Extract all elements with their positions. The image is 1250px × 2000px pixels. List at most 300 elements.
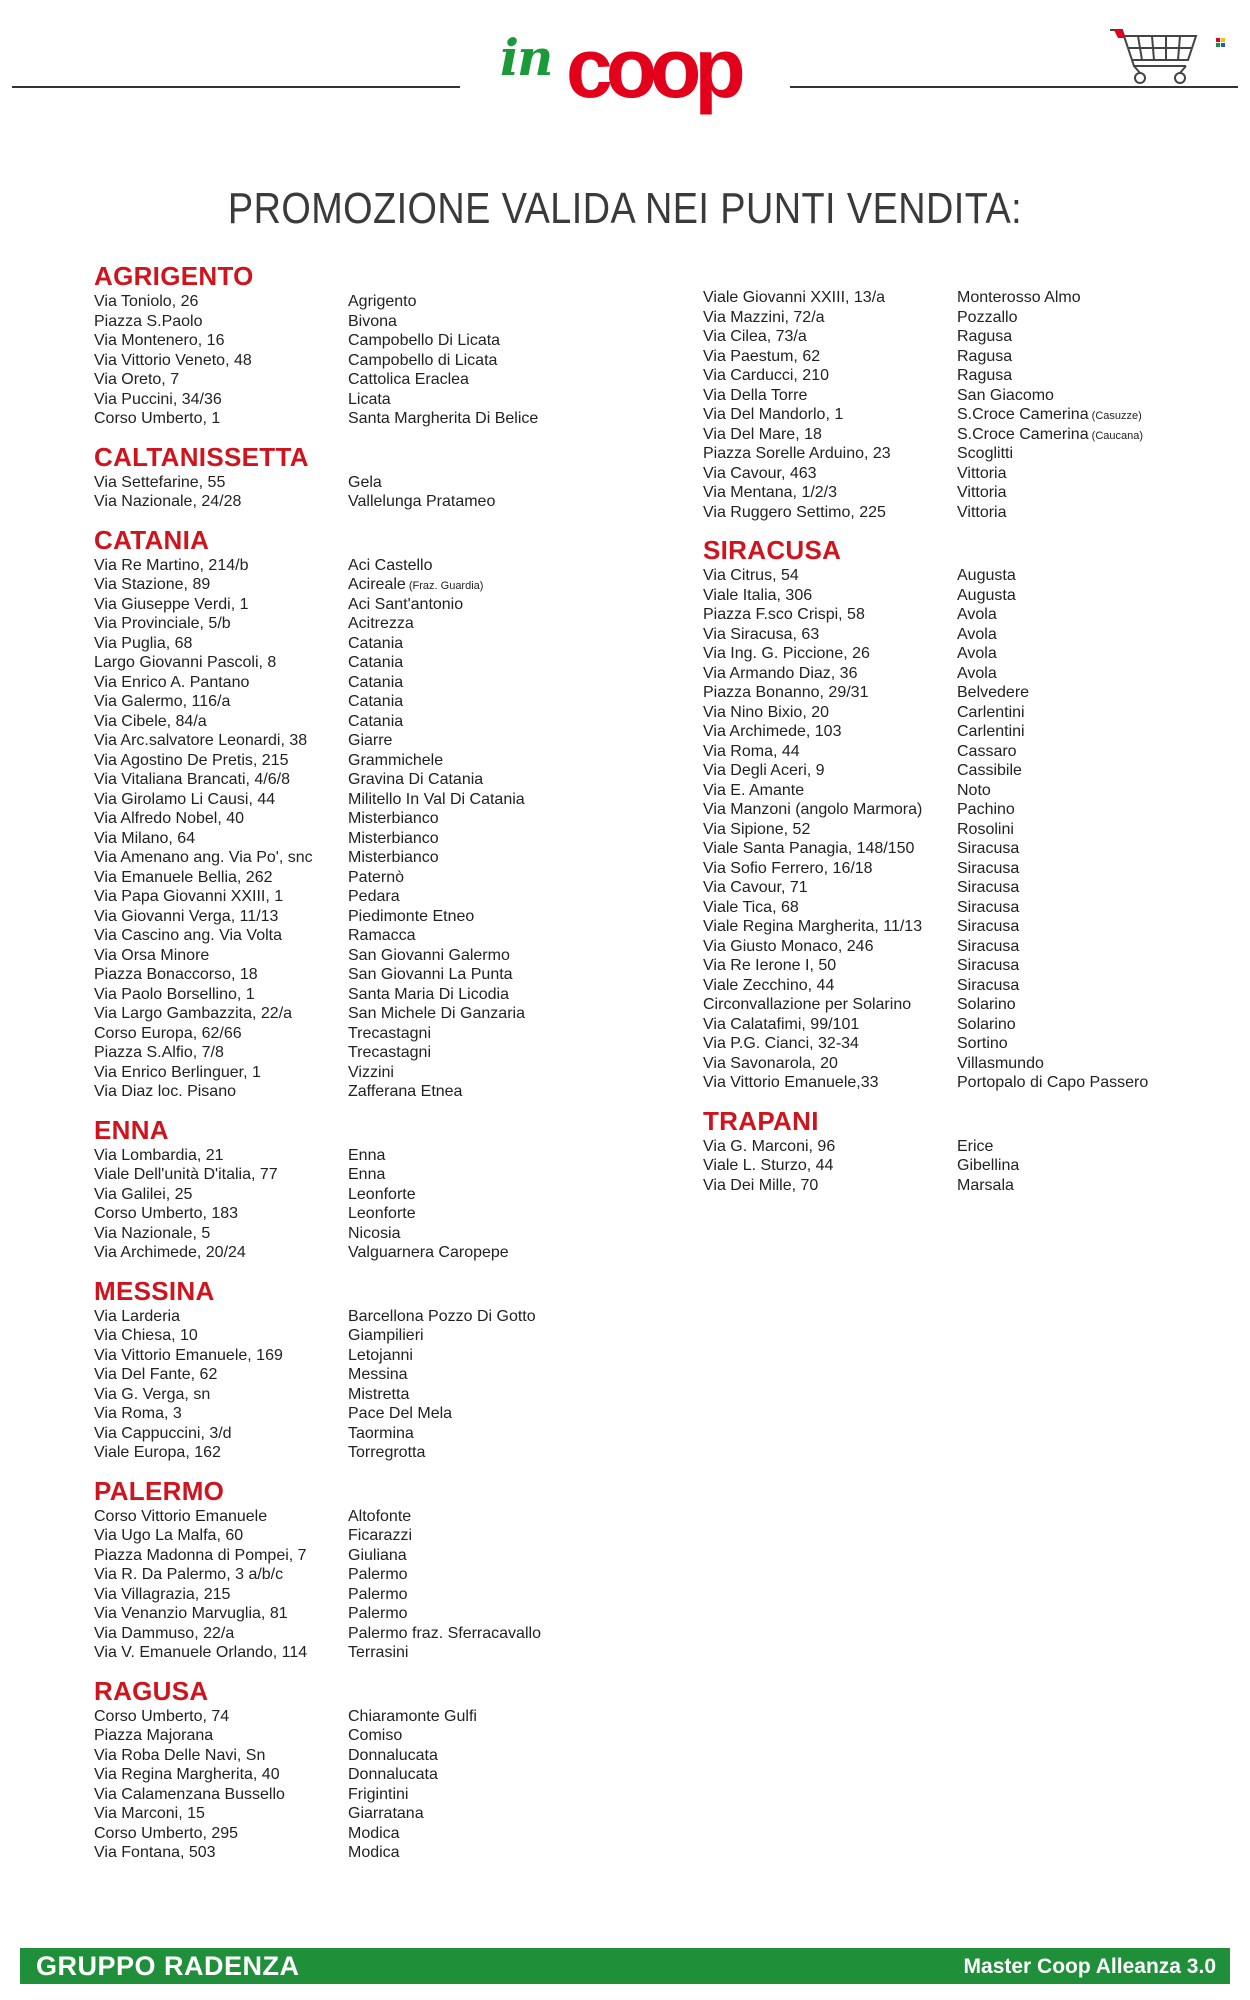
store-city-name: S.Croce Camerina — [957, 406, 1089, 423]
store-row — [94, 1204, 634, 1224]
store-row — [703, 1073, 1243, 1093]
footer-bar — [20, 1948, 1230, 1984]
store-row — [94, 829, 634, 849]
store-city — [957, 1034, 1008, 1054]
store-address: Piazza S.Alfio, 7/8 — [94, 1044, 224, 1061]
store-row — [94, 712, 634, 732]
store-city — [348, 1224, 400, 1244]
store-city-name: Siracusa — [957, 859, 1020, 877]
store-address: Via Dei Mille, 70 — [703, 1176, 819, 1194]
store-city — [348, 1443, 425, 1463]
store-city-name: S.Croce Camerina — [957, 425, 1089, 443]
store-city — [348, 1785, 408, 1805]
store-row — [94, 1185, 634, 1205]
store-address: Viale Giovanni XXIII, 13/a — [703, 289, 886, 306]
store-city-name: Vittoria — [957, 484, 1007, 501]
store-address: Viale Tica, 68 — [703, 898, 799, 916]
store-row — [94, 1146, 634, 1166]
store-city — [348, 770, 483, 790]
store-address: Via Settefarine, 55 — [94, 473, 226, 491]
store-address: Piazza Majorana — [94, 1727, 214, 1744]
store-row — [703, 586, 1243, 606]
store-address: Corso Umberto, 74 — [94, 1707, 230, 1725]
store-row — [703, 722, 1243, 742]
store-address: Viale Zecchino, 44 — [703, 976, 835, 994]
province-block — [94, 1675, 634, 1863]
store-city — [348, 1185, 416, 1205]
incoop-logo — [500, 21, 760, 115]
store-address: Via Roma, 3 — [94, 1405, 182, 1422]
store-address: Via Degli Aceri, 9 — [703, 762, 825, 779]
store-address: Via Enrico A. Pantano — [94, 673, 250, 691]
store-city — [348, 731, 392, 751]
store-row — [703, 976, 1243, 996]
store-city — [348, 1082, 462, 1102]
store-city — [348, 1243, 509, 1263]
store-city-name: Taormina — [348, 1424, 414, 1442]
store-row — [94, 331, 634, 351]
store-city — [348, 809, 439, 829]
store-city — [348, 1004, 525, 1024]
store-row — [94, 1082, 634, 1102]
store-city-name: Messina — [348, 1366, 408, 1383]
store-city-name: Gravina Di Catania — [348, 771, 484, 788]
store-city — [957, 898, 1019, 918]
province-heading: ENNA — [94, 1114, 169, 1145]
store-city-name: Bivona — [348, 312, 397, 330]
store-row — [94, 1307, 634, 1327]
store-city — [348, 1643, 408, 1663]
store-address: Viale L. Sturzo, 44 — [703, 1157, 834, 1174]
store-address: Via Cilea, 73/a — [703, 328, 807, 345]
store-city — [957, 605, 997, 625]
store-row — [703, 444, 1243, 464]
store-city — [348, 1765, 438, 1785]
store-address: Via Roma, 44 — [703, 742, 800, 760]
store-city-name: Cassibile — [957, 762, 1022, 779]
store-address: Via Del Fante, 62 — [94, 1366, 218, 1383]
store-city-name: Trecastagni — [348, 1024, 431, 1042]
store-city — [957, 1015, 1016, 1035]
store-city — [348, 1804, 424, 1824]
store-row — [703, 820, 1243, 840]
store-address: Viale Europa, 162 — [94, 1444, 221, 1461]
store-city — [348, 1204, 416, 1224]
store-row — [703, 703, 1243, 723]
store-city-name: Enna — [348, 1166, 386, 1183]
store-row — [94, 1326, 634, 1346]
store-city-name: Catania — [348, 693, 404, 710]
store-address: Via Paolo Borsellino, 1 — [94, 985, 255, 1003]
store-city-name: Siracusa — [957, 957, 1020, 974]
store-city — [348, 1507, 411, 1527]
store-row — [94, 614, 634, 634]
store-row — [94, 1624, 634, 1644]
store-city-note: (Casuzze) — [1088, 410, 1142, 422]
store-address: Via Larderia — [94, 1307, 180, 1325]
store-row — [703, 859, 1243, 879]
store-address: Via Fontana, 503 — [94, 1844, 216, 1861]
store-row — [703, 483, 1243, 503]
store-city — [348, 1726, 402, 1746]
province-heading: TRAPANI — [703, 1105, 819, 1136]
store-address: Piazza F.sco Crispi, 58 — [703, 606, 865, 623]
store-city — [957, 917, 1019, 937]
store-city-name: Catania — [348, 654, 404, 671]
store-address: Corso Europa, 62/66 — [94, 1024, 242, 1042]
store-city — [348, 868, 404, 888]
store-row — [94, 370, 634, 390]
store-row — [703, 625, 1243, 645]
store-row — [703, 742, 1243, 762]
store-row — [703, 1054, 1243, 1074]
store-address: Via Mentana, 1/2/3 — [703, 484, 838, 501]
province-block — [94, 1475, 634, 1663]
store-city — [957, 586, 1016, 606]
store-address: Via Del Mandorlo, 1 — [703, 406, 844, 423]
store-city — [348, 712, 403, 732]
store-row — [94, 1585, 634, 1605]
store-address: Via Lombardia, 21 — [94, 1146, 224, 1164]
store-address: Via Re Ierone I, 50 — [703, 957, 837, 974]
store-city — [957, 761, 1022, 781]
store-row — [94, 1707, 634, 1727]
store-city — [957, 1176, 1014, 1196]
store-row — [94, 1404, 634, 1424]
store-city — [348, 312, 397, 332]
province-heading: RAGUSA — [94, 1675, 209, 1706]
store-city-name: Avola — [957, 606, 997, 623]
province-heading: AGRIGENTO — [94, 261, 254, 291]
store-city — [348, 1063, 394, 1083]
store-city — [348, 1146, 385, 1166]
store-city-name: San Michele Di Ganzaria — [348, 1005, 525, 1022]
store-city-name: Torregrotta — [348, 1444, 426, 1461]
store-row — [94, 1765, 634, 1785]
store-city-name: Vallelunga Pratameo — [348, 493, 496, 510]
store-city — [348, 907, 474, 927]
store-address: Via Ruggero Settimo, 225 — [703, 503, 886, 521]
store-city — [348, 1165, 385, 1185]
store-address: Via Ing. G. Piccione, 26 — [703, 645, 870, 662]
page-title: PROMOZIONE VALIDA NEI PUNTI VENDITA: — [227, 184, 1023, 233]
store-city — [348, 575, 483, 597]
store-row — [703, 405, 1243, 425]
store-row — [94, 1804, 634, 1824]
store-city — [348, 390, 391, 410]
store-row — [703, 425, 1243, 445]
store-city-name: Avola — [957, 625, 997, 643]
store-city-note: (Fraz. Guardia) — [405, 580, 484, 592]
store-row — [94, 1243, 634, 1263]
store-city — [348, 1565, 408, 1585]
store-row — [94, 731, 634, 751]
store-address: Via Re Martino, 214/b — [94, 556, 249, 574]
province-block — [703, 534, 1243, 1093]
store-city-name: Solarino — [957, 996, 1016, 1013]
store-city — [348, 673, 403, 693]
province-heading: CATANIA — [94, 524, 210, 555]
store-city-name: Donnalucata — [348, 1746, 438, 1764]
store-city-name: Vittoria — [957, 503, 1007, 521]
store-row — [94, 848, 634, 868]
store-address: Via Mazzini, 72/a — [703, 308, 825, 326]
store-row — [94, 1063, 634, 1083]
store-city-name: Vizzini — [348, 1063, 394, 1081]
store-city — [348, 556, 432, 576]
store-address: Via Oreto, 7 — [94, 371, 180, 388]
store-city — [957, 405, 1142, 427]
store-city-name: Ficarazzi — [348, 1527, 413, 1544]
store-city — [348, 653, 403, 673]
store-row — [94, 1843, 634, 1863]
store-row — [703, 1176, 1243, 1196]
store-city — [957, 1073, 1148, 1093]
store-row — [703, 644, 1243, 664]
store-row — [703, 347, 1243, 367]
store-address: Via V. Emanuele Orlando, 114 — [94, 1644, 308, 1661]
store-row — [703, 664, 1243, 684]
store-city-name: Aci Castello — [348, 556, 433, 574]
store-row — [94, 692, 634, 712]
store-address: Via Vittorio Emanuele,33 — [703, 1074, 879, 1091]
store-city-name: Gela — [348, 473, 382, 491]
store-city-name: Zafferana Etnea — [348, 1083, 463, 1100]
store-address: Piazza Madonna di Pompei, 7 — [94, 1546, 307, 1564]
store-row — [703, 288, 1243, 308]
store-row — [94, 473, 634, 493]
store-row — [94, 312, 634, 332]
store-address: Via Villagrazia, 215 — [94, 1585, 231, 1603]
store-row — [94, 1443, 634, 1463]
store-city — [348, 829, 439, 849]
store-city — [348, 1346, 413, 1366]
province-heading: CALTANISSETTA — [94, 441, 309, 472]
store-city — [348, 1326, 424, 1346]
store-city — [348, 595, 463, 615]
store-row — [94, 1526, 634, 1546]
store-city — [348, 692, 403, 712]
store-city-name: Ramacca — [348, 927, 416, 944]
store-row — [94, 907, 634, 927]
store-address: Via Amenano ang. Via Po', snc — [94, 849, 313, 866]
store-city-name: Rosolini — [957, 820, 1014, 838]
store-city-name: Militello In Val Di Catania — [348, 790, 525, 808]
store-address: Corso Vittorio Emanuele — [94, 1507, 268, 1525]
store-city-name: Carlentini — [957, 703, 1025, 721]
store-city — [957, 444, 1013, 464]
store-row — [703, 366, 1243, 386]
store-city — [957, 839, 1019, 859]
store-city — [348, 1526, 412, 1546]
store-row — [94, 595, 634, 615]
store-list-right-column — [703, 288, 1243, 1195]
store-city — [957, 703, 1025, 723]
store-city — [957, 976, 1019, 996]
store-address: Via G. Verga, sn — [94, 1385, 211, 1403]
store-city-name: Chiaramonte Gulfi — [348, 1707, 477, 1725]
brand-dots-icon — [1216, 38, 1226, 48]
store-row — [703, 917, 1243, 937]
store-address: Via Archimede, 103 — [703, 723, 842, 740]
store-city — [348, 1746, 438, 1766]
store-address: Viale Santa Panagia, 148/150 — [703, 840, 915, 857]
store-city-name: Noto — [957, 781, 991, 799]
store-address: Via Calatafimi, 99/101 — [703, 1015, 860, 1033]
store-city — [348, 492, 495, 512]
store-city — [348, 1365, 408, 1385]
store-address: Piazza S.Paolo — [94, 312, 203, 330]
store-row — [94, 634, 634, 654]
store-address: Via E. Amante — [703, 781, 805, 799]
store-address: Via Provinciale, 5/b — [94, 615, 231, 632]
store-city-name: Comiso — [348, 1727, 403, 1744]
store-city — [957, 820, 1014, 840]
store-address: Via Milano, 64 — [94, 829, 196, 847]
store-address: Via Nino Bixio, 20 — [703, 703, 829, 721]
store-address: Via R. Da Palermo, 3 a/b/c — [94, 1566, 284, 1583]
store-row — [703, 308, 1243, 328]
store-city — [348, 751, 443, 771]
store-city-name: San Giovanni Galermo — [348, 946, 510, 964]
header-rule-left — [12, 86, 460, 88]
store-city — [348, 1824, 400, 1844]
store-city — [957, 503, 1007, 523]
store-city — [957, 288, 1081, 308]
store-address: Via Citrus, 54 — [703, 567, 799, 584]
store-address: Via Vittorio Emanuele, 169 — [94, 1346, 283, 1364]
store-address: Circonvallazione per Solarino — [703, 996, 912, 1013]
logo-in-text: in — [500, 28, 552, 87]
store-row — [94, 868, 634, 888]
store-row — [94, 887, 634, 907]
store-row — [703, 1015, 1243, 1035]
store-row — [94, 1365, 634, 1385]
store-city — [348, 1585, 408, 1605]
store-city-name: Paternò — [348, 868, 405, 886]
store-city — [348, 1424, 414, 1444]
store-city-name: Belvedere — [957, 684, 1030, 701]
store-address: Via Armando Diaz, 36 — [703, 664, 858, 682]
store-row — [703, 683, 1243, 703]
store-row — [94, 1043, 634, 1063]
store-row — [703, 781, 1243, 801]
store-city-name: Mistretta — [348, 1385, 410, 1403]
store-row — [703, 937, 1243, 957]
province-heading: PALERMO — [94, 1475, 225, 1506]
store-city-name: Altofonte — [348, 1507, 412, 1525]
store-city-name: Misterbianco — [348, 810, 439, 827]
store-row — [94, 1785, 634, 1805]
province-block — [94, 1114, 634, 1263]
store-row — [94, 790, 634, 810]
province-heading: MESSINA — [94, 1275, 215, 1306]
store-city — [348, 1024, 431, 1044]
store-city — [957, 566, 1016, 586]
store-city-name: Ragusa — [957, 367, 1013, 384]
store-address: Via Cavour, 71 — [703, 879, 808, 896]
store-city-name: Cattolica Eraclea — [348, 371, 469, 388]
store-address: Via Agostino De Pretis, 215 — [94, 751, 289, 769]
store-address: Via Carducci, 210 — [703, 367, 829, 384]
store-city-name: Leonforte — [348, 1205, 416, 1222]
store-address: Via Girolamo Li Causi, 44 — [94, 790, 276, 808]
store-row — [94, 770, 634, 790]
store-city — [957, 1156, 1019, 1176]
store-row — [94, 1507, 634, 1527]
store-city — [957, 327, 1012, 347]
store-row — [703, 605, 1243, 625]
store-address: Via Savonarola, 20 — [703, 1054, 838, 1072]
store-row — [703, 839, 1243, 859]
store-address: Piazza Bonanno, 29/31 — [703, 684, 869, 701]
store-city-name: Campobello Di Licata — [348, 332, 501, 349]
store-city-name: Pozzallo — [957, 308, 1018, 326]
store-city-name: Enna — [348, 1146, 386, 1164]
store-row — [703, 503, 1243, 523]
store-city — [957, 366, 1012, 386]
store-city — [957, 386, 1054, 406]
store-city — [348, 946, 510, 966]
store-city — [957, 781, 991, 801]
store-address: Via G. Marconi, 96 — [703, 1137, 836, 1155]
store-address: Via Giovanni Verga, 11/13 — [94, 907, 279, 925]
store-row — [94, 965, 634, 985]
store-city-name: Valguarnera Caropepe — [348, 1244, 509, 1261]
store-city — [957, 483, 1007, 503]
store-row — [94, 1643, 634, 1663]
store-row — [703, 1137, 1243, 1157]
store-city-name: Augusta — [957, 567, 1016, 584]
store-city — [348, 634, 403, 654]
store-city-name: Solarino — [957, 1015, 1016, 1033]
store-city-name: Palermo — [348, 1566, 408, 1583]
store-address: Via Largo Gambazzita, 22/a — [94, 1005, 293, 1022]
store-city-name: Siracusa — [957, 918, 1020, 935]
province-block — [94, 441, 634, 512]
store-address: Via P.G. Cianci, 32-34 — [703, 1035, 859, 1052]
store-address: Corso Umberto, 295 — [94, 1824, 239, 1842]
store-row — [703, 995, 1243, 1015]
store-row — [94, 351, 634, 371]
store-city-name: Piedimonte Etneo — [348, 907, 475, 925]
store-row — [94, 809, 634, 829]
store-city-name: Erice — [957, 1137, 994, 1155]
province-block — [94, 260, 634, 429]
store-city-name: Palermo fraz. Sferracavallo — [348, 1624, 541, 1642]
store-city — [957, 308, 1017, 328]
store-city-name: Terrasini — [348, 1644, 409, 1661]
store-city — [957, 742, 1017, 762]
store-row — [94, 1224, 634, 1244]
store-address: Largo Giovanni Pascoli, 8 — [94, 654, 277, 671]
store-city-name: Vittoria — [957, 464, 1007, 482]
store-city-name: Santa Margherita Di Belice — [348, 410, 539, 427]
store-city — [348, 887, 400, 907]
store-address: Via Calamenzana Bussello — [94, 1785, 285, 1803]
store-address: Via Galermo, 116/a — [94, 693, 231, 710]
store-address: Via Nazionale, 24/28 — [94, 493, 242, 510]
store-city — [957, 859, 1019, 879]
store-address: Via Sofio Ferrero, 16/18 — [703, 859, 873, 877]
province-block — [94, 1275, 634, 1463]
store-city — [348, 1843, 400, 1863]
store-city — [957, 800, 1015, 820]
store-city — [348, 331, 500, 351]
store-city — [957, 644, 997, 664]
store-city-name: Donnalucata — [348, 1766, 438, 1783]
store-address: Via Arc.salvatore Leonardi, 38 — [94, 732, 308, 749]
